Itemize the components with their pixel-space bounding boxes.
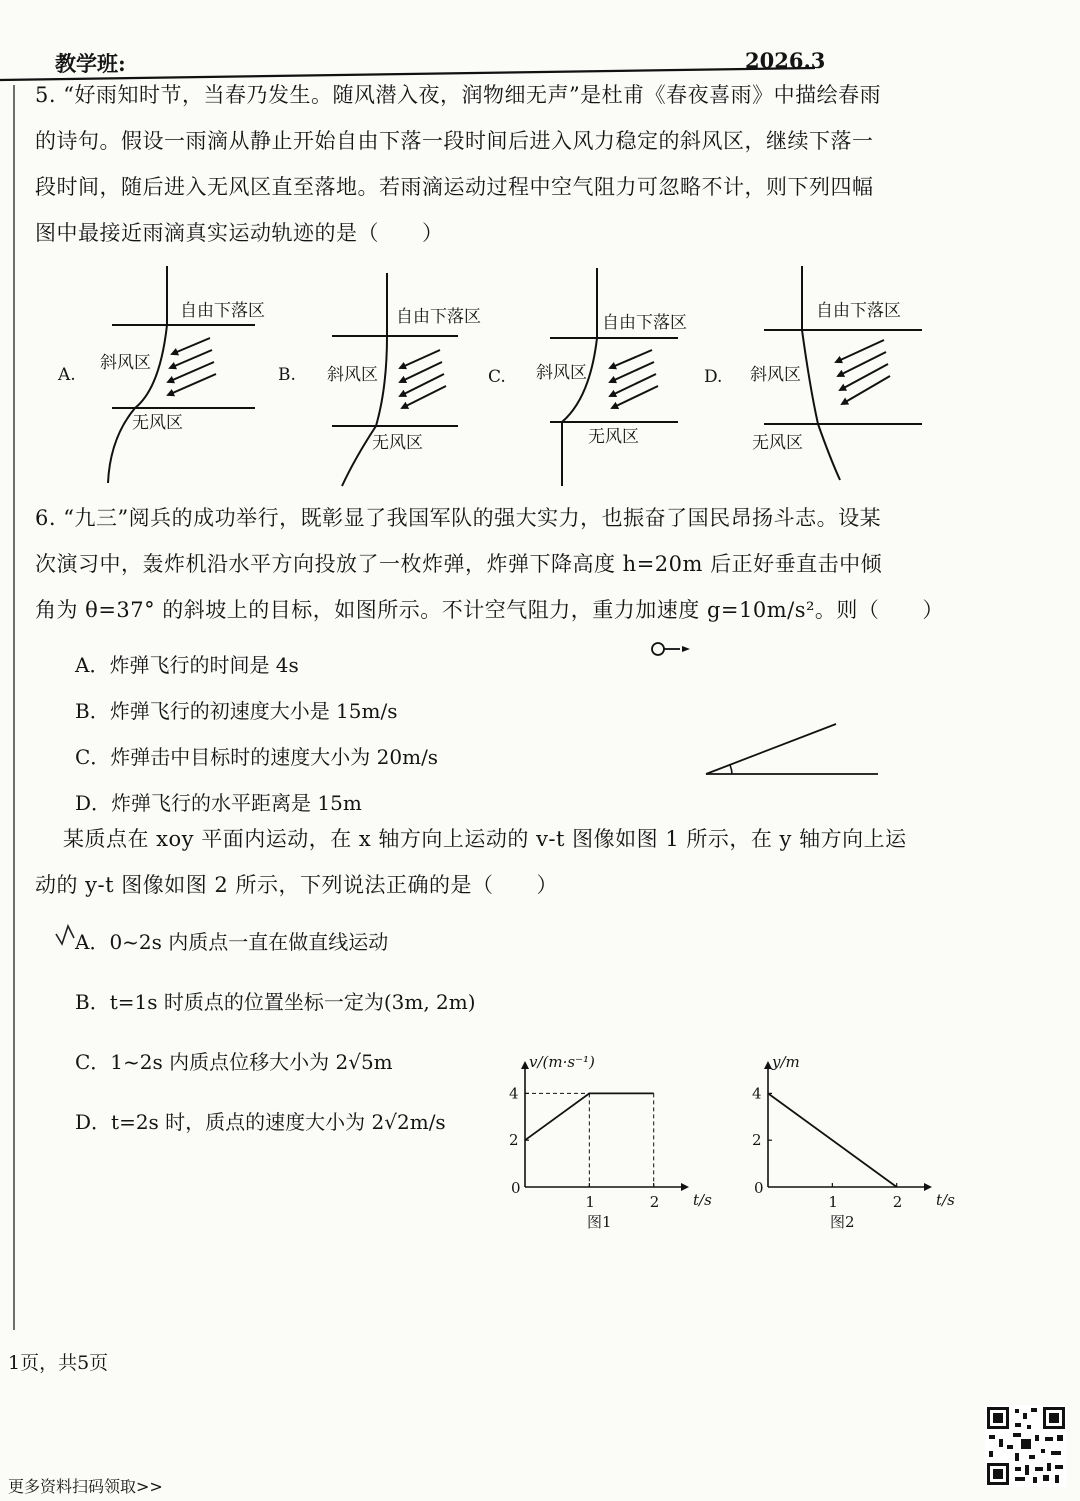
q5-line-3: 段时间，随后进入无风区直至落地。若雨滴运动过程中空气阻力可忽略不计，则下列四幅 — [35, 175, 874, 199]
b-zone-none: 无风区 — [372, 433, 423, 453]
chart-fig1 — [509, 1053, 712, 1231]
q6-option-a[interactable]: A．炸弹飞行的时间是 4s — [75, 653, 299, 677]
q6-line-2: 次演习中，轰炸机沿水平方向投放了一枚炸弹，炸弹下降高度 h=20m 后正好垂直击中倾 — [35, 552, 883, 576]
q7-charts — [490, 1045, 960, 1245]
bomber-icon — [652, 643, 664, 655]
x-axis-label: t/s — [936, 1191, 955, 1209]
diagram-b — [278, 273, 481, 486]
option-c-letter: C. — [488, 367, 506, 387]
question-7 — [35, 816, 1055, 908]
q7-line-2: 动的 y-t 图像如图 2 所示，下列说法正确的是（ ） — [35, 873, 558, 897]
q6-option-c[interactable]: C．炸弹击中目标时的速度大小为 20m/s — [75, 745, 439, 769]
q5-line-1: 5. “好雨知时节，当春乃发生。随风潜入夜，润物细无声”是杜甫《春夜喜雨》中描绘春雨 — [35, 83, 882, 107]
class-label: 教学班: — [55, 51, 126, 76]
page-number: 1页，共5页 — [8, 1352, 109, 1374]
q6-option-b[interactable]: B．炸弹飞行的初速度大小是 15m/s — [75, 699, 398, 723]
c-zone-none: 无风区 — [588, 427, 639, 447]
q6-line-1: 6. “九三”阅兵的成功举行，既彰显了我国军队的强大实力，也振奋了国民昂扬斗志。设某 — [35, 506, 882, 530]
x-tick-label: 0 — [754, 1179, 764, 1197]
y-axis-label: y/m — [772, 1053, 800, 1071]
slope-line — [706, 724, 836, 774]
x-tick-label: 0 — [511, 1179, 521, 1197]
a-zone-none: 无风区 — [132, 413, 183, 433]
q5-diagrams — [40, 258, 940, 488]
d-zone-free: 自由下落区 — [816, 301, 901, 321]
a-zone-free: 自由下落区 — [180, 301, 265, 321]
q7-option-a[interactable]: A．0~2s 内质点一直在做直线运动 — [75, 930, 389, 954]
b-zone-wind: 斜风区 — [327, 365, 378, 385]
exam-date: 2026.3 — [745, 48, 826, 73]
x-tick-label: 1 — [585, 1193, 595, 1211]
qr-code-icon[interactable] — [985, 1405, 1067, 1487]
q6-options — [75, 642, 438, 826]
y-axis-label: v/(m·s⁻¹) — [529, 1053, 595, 1071]
x-tick-label: 2 — [892, 1193, 903, 1211]
trajectory-d — [802, 266, 840, 480]
c-zone-wind: 斜风区 — [536, 363, 587, 383]
diagram-a — [57, 266, 265, 483]
x-tick-label: 1 — [828, 1193, 838, 1211]
chart-title: 图2 — [830, 1213, 855, 1231]
q7-options — [75, 912, 476, 1152]
data-line — [768, 1093, 897, 1187]
question-5 — [35, 72, 1055, 256]
y-tick-label: 2 — [509, 1131, 519, 1150]
y-axis-arrow — [521, 1061, 529, 1069]
x-axis-label: t/s — [693, 1191, 712, 1209]
q5-line-4: 图中最接近雨滴真实运动轨迹的是（ ） — [35, 221, 444, 245]
q5-line-2: 的诗句。假设一雨滴从静止开始自由下落一段时间后进入风力稳定的斜风区，继续下落一 — [35, 129, 874, 153]
q7-option-c[interactable]: C．1~2s 内质点位移大小为 2√5m — [75, 1050, 393, 1074]
q7-option-b[interactable]: B．t=1s 时质点的位置坐标一定为(3m, 2m) — [75, 990, 476, 1014]
y-tick-label: 4 — [509, 1084, 519, 1103]
a-zone-wind: 斜风区 — [100, 353, 151, 373]
diagram-d — [704, 266, 922, 480]
d-zone-none: 无风区 — [752, 433, 803, 453]
more-resources-text[interactable]: 更多资料扫码领取>> — [8, 1477, 163, 1496]
q6-slope-figure — [640, 630, 900, 790]
angle-arc — [730, 765, 732, 774]
trajectory-a — [108, 266, 167, 483]
option-b-letter: B. — [278, 365, 296, 385]
q7-line-1: 某质点在 xoy 平面内运动，在 x 轴方向上运动的 v-t 图像如图 1 所示，在 y 轴方向上运 — [63, 827, 907, 851]
b-zone-free: 自由下落区 — [396, 307, 481, 327]
c-zone-free: 自由下落区 — [602, 313, 687, 333]
x-axis-arrow — [681, 1183, 689, 1191]
diagram-c — [488, 268, 687, 486]
q6-option-d[interactable]: D．炸弹飞行的水平距离是 15m — [75, 791, 362, 815]
y-tick-label: 2 — [752, 1131, 762, 1150]
chart-title: 图1 — [587, 1213, 612, 1231]
option-d-letter: D. — [704, 367, 723, 387]
question-6 — [35, 495, 1055, 633]
q6-line-3: 角为 θ=37° 的斜坡上的目标，如图所示。不计空气阻力，重力加速度 g=10m/s²。则（ ） — [35, 598, 944, 622]
x-tick-label: 2 — [649, 1193, 660, 1211]
x-axis-arrow — [924, 1183, 932, 1191]
y-tick-label: 4 — [752, 1084, 762, 1103]
y-axis-arrow — [764, 1061, 772, 1069]
option-a-letter: A. — [58, 365, 76, 385]
q7-option-d[interactable]: D．t=2s 时，质点的速度大小为 2√2m/s — [75, 1110, 446, 1134]
check-mark — [52, 920, 92, 950]
chart-fig2 — [752, 1053, 955, 1231]
d-zone-wind: 斜风区 — [750, 365, 801, 385]
